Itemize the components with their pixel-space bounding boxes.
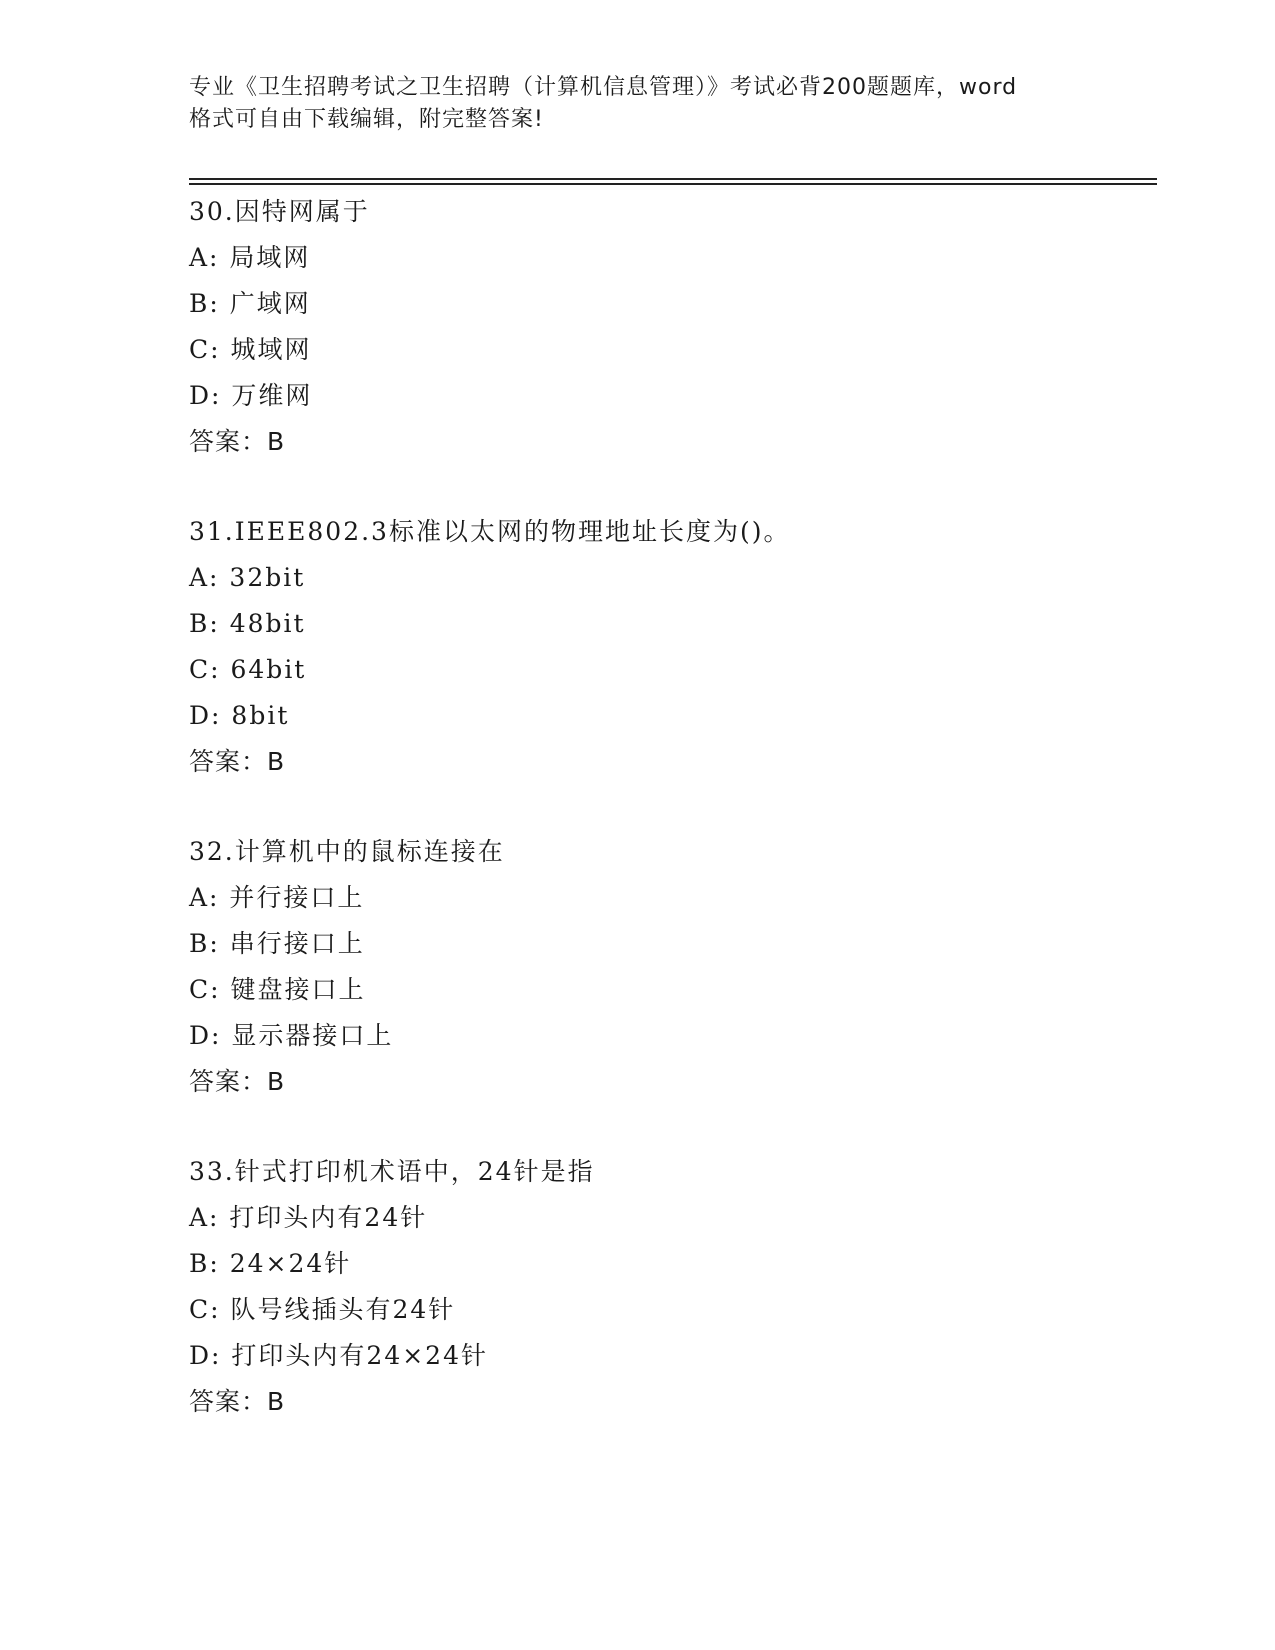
option-a: A: 32bit [189, 563, 306, 592]
question-31 [189, 509, 1149, 785]
option-d: D: 8bit [189, 701, 290, 730]
question-33 [189, 1149, 1149, 1425]
option-b: B: 24×24针 [189, 1249, 352, 1278]
header-divider-bottom [189, 183, 1157, 185]
option-c: C: 城域网 [189, 335, 312, 364]
option-a: A: 打印头内有24针 [189, 1203, 428, 1232]
option-b: B: 48bit [189, 609, 306, 638]
answer: 答案：B [189, 1067, 286, 1096]
question-stem: 31.IEEE802.3标准以太网的物理地址长度为()。 [189, 517, 791, 546]
question-stem: 32.计算机中的鼠标连接在 [189, 837, 505, 866]
option-d: D: 打印头内有24×24针 [189, 1341, 488, 1370]
header-divider-top [189, 178, 1157, 180]
header-line-2: 格式可自由下载编辑，附完整答案! [189, 107, 544, 132]
option-c: C: 64bit [189, 655, 307, 684]
question-stem: 33.针式打印机术语中，24针是指 [189, 1157, 595, 1186]
option-c: C: 键盘接口上 [189, 975, 366, 1004]
question-stem: 30.因特网属于 [189, 197, 370, 226]
option-a: A: 局域网 [189, 243, 311, 272]
option-a: A: 并行接口上 [189, 883, 365, 912]
document-header [189, 72, 1089, 136]
option-b: B: 广域网 [189, 289, 311, 318]
answer: 答案：B [189, 1387, 286, 1416]
option-d: D: 万维网 [189, 381, 313, 410]
question-32 [189, 829, 1149, 1105]
answer: 答案：B [189, 427, 286, 456]
header-line-1: 专业《卫生招聘考试之卫生招聘（计算机信息管理）》考试必背200题题库，word [189, 75, 1018, 100]
option-c: C: 队号线插头有24针 [189, 1295, 456, 1324]
answer: 答案：B [189, 747, 286, 776]
option-d: D: 显示器接口上 [189, 1021, 394, 1050]
question-30 [189, 189, 1149, 465]
option-b: B: 串行接口上 [189, 929, 365, 958]
